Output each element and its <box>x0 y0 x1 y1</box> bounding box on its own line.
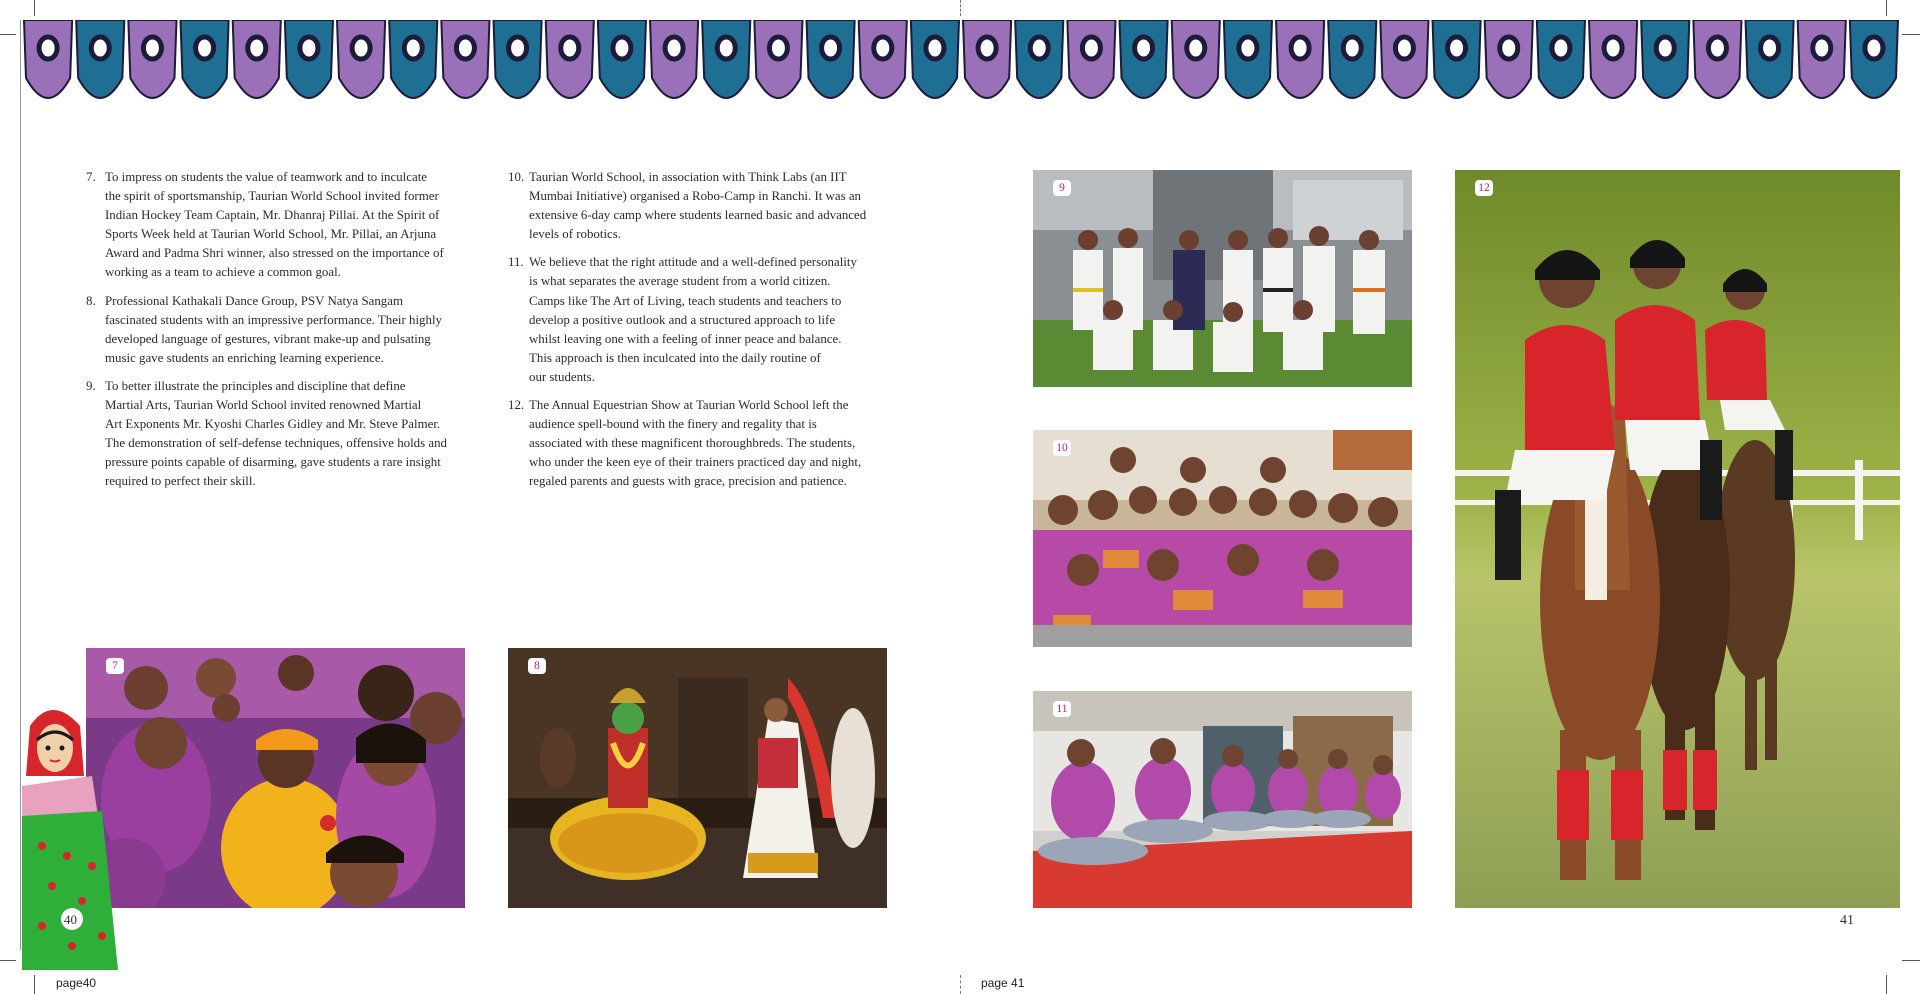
banner-tassel-eye <box>1813 37 1831 59</box>
photo-equestrian-show <box>1455 170 1900 908</box>
banner-tassel-eye <box>1343 37 1361 59</box>
spine-dashed-line <box>960 0 961 16</box>
paragraph-text: To impress on students the value of teamwork and to inculcate the spirit of sportsmanship, Taurian World School invited former Indian Hockey Team Captain, Mr. Dhanraj Pillai. At the Spirit of Sports Week held at Taurian World School, Mr. Pillai, an Arjuna Award and Padma Shri winner, also stressed on the importance of working as a team to achieve a common goal. <box>105 170 444 280</box>
crop-mark <box>0 960 16 961</box>
banner-tassel-eye <box>404 37 422 59</box>
banner-tassel-eye <box>769 37 787 59</box>
left-text-column <box>86 168 476 501</box>
banner-tassel-eye <box>91 37 109 59</box>
paragraph-text: The Annual Equestrian Show at Taurian World School left the audience spell-bound with the finery and regality that is associated with these magnificent thoroughbreds. The students, who under the keen eye of their trainers practiced day and night, regaled parents and guests with grace, precision and patience. <box>529 398 862 489</box>
numbered-paragraph <box>86 377 476 492</box>
numbered-paragraph <box>508 168 900 244</box>
page-number-40: 40 <box>64 912 77 927</box>
banner-tassel-eye <box>352 37 370 59</box>
crop-mark <box>0 34 16 35</box>
folk-doll-illustration <box>22 696 122 970</box>
paragraph-number: 8. <box>86 293 96 308</box>
paragraph-text: Taurian World School, in association with Think Labs (an IIT Mumbai Initiative) organised a Robo-Camp in Ranchi. It was an extensive 6-day camp where students learned basic and advanced levels of robotics. <box>529 170 867 242</box>
crop-mark <box>1902 34 1920 35</box>
paragraph-text: To better illustrate the principles and discipline that define Martial Arts, Taurian World School invited renowned Martial Art Exponents Mr. Kyoshi Charles Gidley and Mr. Steve Palmer. The demonstration of self-defense techniques, offensive holds and pressure points capable of disarming, gave students a rare insight required to perfect their skill. <box>105 378 447 489</box>
numbered-paragraph <box>508 396 900 491</box>
crop-mark <box>34 975 35 994</box>
banner-tassel-eye <box>1082 37 1100 59</box>
banner-tassel-eye <box>822 37 840 59</box>
folio-right: page 41 <box>981 976 1025 990</box>
banner-tassel-eye <box>926 37 944 59</box>
paragraph-number: 9. <box>86 378 96 393</box>
banner-tassel-eye <box>1291 37 1309 59</box>
photo-martial-arts <box>1033 170 1412 387</box>
paragraph-number: 11. <box>508 255 524 270</box>
banner-tassel-eye <box>1865 37 1883 59</box>
banner-tassel-eye <box>196 37 214 59</box>
crop-mark <box>1886 0 1887 16</box>
banner-tassel-eye <box>39 37 57 59</box>
banner-tassel-eye <box>613 37 631 59</box>
photo-meditation-camp <box>1033 691 1412 908</box>
paragraph-number: 10. <box>508 170 525 184</box>
crop-mark <box>1902 960 1920 961</box>
banner-tassel-eye <box>1187 37 1205 59</box>
numbered-paragraph <box>86 292 476 368</box>
paragraph-text: We believe that the right attitude and a well-defined personality is what separates the average student from a world citizen. Camps like The Art of Living, teach students and teachers to develop a positive outlook and a structured approach to life whilst leaving one with a feeling of inner peace and balance. This approach is then inculcated into the daily routine of our students. <box>529 255 857 384</box>
banner-tassel-eye <box>1448 37 1466 59</box>
banner-tassel-eye <box>1761 37 1779 59</box>
photo-number-badge: 9 <box>1053 180 1071 196</box>
paragraph-number: 12. <box>508 398 525 413</box>
crop-mark <box>1886 975 1887 994</box>
photo-robotics-camp <box>1033 430 1412 647</box>
banner-tassel-eye <box>456 37 474 59</box>
banner-tassel-eye <box>300 37 318 59</box>
photo-hockey-captain <box>86 648 465 908</box>
photo-number-badge: 12 <box>1475 180 1493 196</box>
page-number-41: 41 <box>1840 913 1854 928</box>
page-left-edge <box>20 20 21 950</box>
banner-tassel-eye <box>1552 37 1570 59</box>
numbered-paragraph <box>508 253 900 387</box>
banner-tassel-eye <box>874 37 892 59</box>
banner-tassel-eye <box>509 37 527 59</box>
photo-kathakali-dance <box>508 648 887 908</box>
folio-left: page40 <box>56 976 97 990</box>
banner-tassel-eye <box>1239 37 1257 59</box>
paragraph-number: 7. <box>86 170 96 184</box>
photo-number-badge: 11 <box>1053 701 1071 717</box>
photo-number-badge: 8 <box>528 658 546 674</box>
banner-tassel-eye <box>665 37 683 59</box>
banner-tassel-eye <box>1656 37 1674 59</box>
banner-tassel-eye <box>978 37 996 59</box>
banner-tassel-eye <box>561 37 579 59</box>
banner-tassel-eye <box>717 37 735 59</box>
decorative-banner <box>22 20 1900 120</box>
photo-number-badge: 10 <box>1053 440 1071 456</box>
banner-tassel-eye <box>1604 37 1622 59</box>
banner-tassel-eye <box>143 37 161 59</box>
banner-tassel-eye <box>1395 37 1413 59</box>
spine-dashed-line <box>960 975 961 994</box>
photo-number-badge: 7 <box>106 658 124 674</box>
banner-tassel-eye <box>1708 37 1726 59</box>
paragraph-text: Professional Kathakali Dance Group, PSV Natya Sangam fascinated students with an impressive performance. Their highly developed language of gestures, vibrant make-up and pulsating music gave students an enriching learning experience. <box>105 293 442 365</box>
banner-tassel-eye <box>1030 37 1048 59</box>
banner-tassel-eye <box>1135 37 1153 59</box>
crop-mark <box>34 0 35 16</box>
middle-text-column <box>508 168 900 501</box>
banner-tassel-eye <box>1500 37 1518 59</box>
banner-tassel-eye <box>248 37 266 59</box>
numbered-paragraph <box>86 168 476 283</box>
